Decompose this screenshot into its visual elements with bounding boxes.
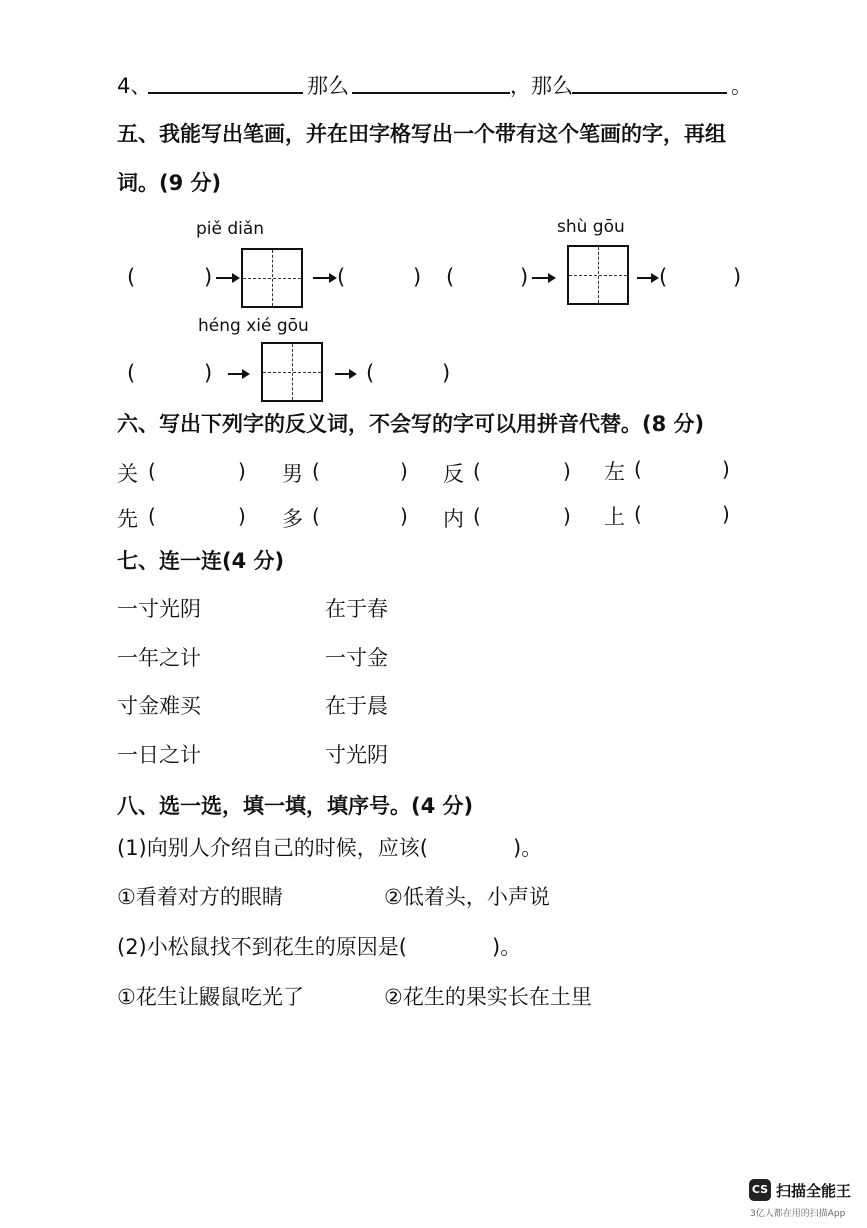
antonym-char: 男 xyxy=(282,462,303,486)
arrow-icon xyxy=(637,277,657,279)
paren-open: ( xyxy=(337,265,346,289)
tianzige-box[interactable] xyxy=(567,245,629,305)
watermark-subtitle: 3亿人都在用的扫描App xyxy=(750,1209,846,1219)
q1-option-2[interactable]: ②低着头，小声说 xyxy=(384,885,550,909)
question-2-end: )。 xyxy=(492,935,522,959)
paren-close: ) xyxy=(400,504,408,528)
stroke-pinyin-1: piě diǎn xyxy=(196,219,265,239)
antonym-char: 关 xyxy=(117,462,138,486)
match-left-item[interactable]: 一日之计 xyxy=(117,743,201,767)
antonym-char: 左 xyxy=(604,460,625,484)
q2-option-1[interactable]: ①花生让鼹鼠吃光了 xyxy=(117,985,304,1009)
paren-close: ) xyxy=(722,457,730,481)
paren-close: ) xyxy=(563,504,571,528)
camscanner-logo-icon: CS xyxy=(749,1179,771,1201)
paren-open: ( xyxy=(148,504,156,528)
paren-open: ( xyxy=(127,361,136,385)
paren-close: ) xyxy=(204,265,213,289)
watermark-name: 扫描全能王 xyxy=(776,1182,852,1200)
q4-blank-3[interactable] xyxy=(572,92,727,94)
stroke-pinyin-3: héng xié gōu xyxy=(198,316,309,336)
paren-close: ) xyxy=(722,502,730,526)
antonym-char: 先 xyxy=(117,507,138,531)
arrow-icon xyxy=(228,373,248,375)
paren-open: ( xyxy=(312,459,320,483)
paren-open: ( xyxy=(659,265,668,289)
arrow-icon xyxy=(313,277,335,279)
paren-close: ) xyxy=(400,459,408,483)
q4-blank-2[interactable] xyxy=(352,92,510,94)
paren-open: ( xyxy=(127,265,136,289)
q2-option-2[interactable]: ②花生的果实长在土里 xyxy=(384,985,592,1009)
paren-close: ) xyxy=(204,361,213,385)
match-right-item[interactable]: 寸光阴 xyxy=(325,743,388,767)
arrow-icon xyxy=(335,373,355,375)
paren-open: ( xyxy=(473,504,481,528)
match-left-item[interactable]: 一寸光阴 xyxy=(117,597,201,621)
section7-title: 七、连一连(4 分) xyxy=(117,549,285,573)
question-1-end: )。 xyxy=(513,836,543,860)
arrow-icon xyxy=(532,277,554,279)
match-right-item[interactable]: 在于晨 xyxy=(325,694,388,718)
q4-text-1: 那么 xyxy=(307,74,349,98)
paren-open: ( xyxy=(634,502,642,526)
question-2: (2)小松鼠找不到花生的原因是( xyxy=(117,935,407,959)
antonym-char: 反 xyxy=(443,462,464,486)
paren-close: ) xyxy=(520,265,529,289)
section6-title: 六、写出下列字的反义词，不会写的字可以用拼音代替。(8 分) xyxy=(117,412,705,436)
section8-title: 八、选一选，填一填，填序号。(4 分) xyxy=(117,794,474,818)
q4-text-2: ，那么 xyxy=(510,74,573,98)
match-left-item[interactable]: 寸金难买 xyxy=(117,694,201,718)
q1-option-1[interactable]: ①看着对方的眼睛 xyxy=(117,885,283,909)
q4-number: 4、 xyxy=(117,74,152,98)
question-1: (1)向别人介绍自己的时候，应该( xyxy=(117,836,428,860)
paren-open: ( xyxy=(148,459,156,483)
match-left-item[interactable]: 一年之计 xyxy=(117,646,201,670)
section5-title-1: 五、我能写出笔画，并在田字格写出一个带有这个笔画的字，再组 xyxy=(117,122,726,146)
match-right-item[interactable]: 在于春 xyxy=(325,597,388,621)
paren-open: ( xyxy=(446,265,455,289)
paren-open: ( xyxy=(634,457,642,481)
paren-open: ( xyxy=(473,459,481,483)
antonym-char: 多 xyxy=(282,507,303,531)
paren-close: ) xyxy=(563,459,571,483)
paren-close: ) xyxy=(442,361,451,385)
antonym-char: 上 xyxy=(604,505,625,529)
paren-open: ( xyxy=(366,361,375,385)
paren-open: ( xyxy=(312,504,320,528)
tianzige-box[interactable] xyxy=(241,248,303,308)
section5-title-2: 词。(9 分) xyxy=(117,171,222,195)
paren-close: ) xyxy=(733,265,742,289)
stroke-pinyin-2: shù gōu xyxy=(557,217,625,237)
paren-close: ) xyxy=(238,459,246,483)
paren-close: ) xyxy=(413,265,422,289)
tianzige-box[interactable] xyxy=(261,342,323,402)
match-right-item[interactable]: 一寸金 xyxy=(325,646,388,670)
antonym-char: 内 xyxy=(443,507,464,531)
paren-close: ) xyxy=(238,504,246,528)
q4-end: 。 xyxy=(731,74,752,98)
arrow-icon xyxy=(216,277,238,279)
q4-blank-1[interactable] xyxy=(148,92,303,94)
